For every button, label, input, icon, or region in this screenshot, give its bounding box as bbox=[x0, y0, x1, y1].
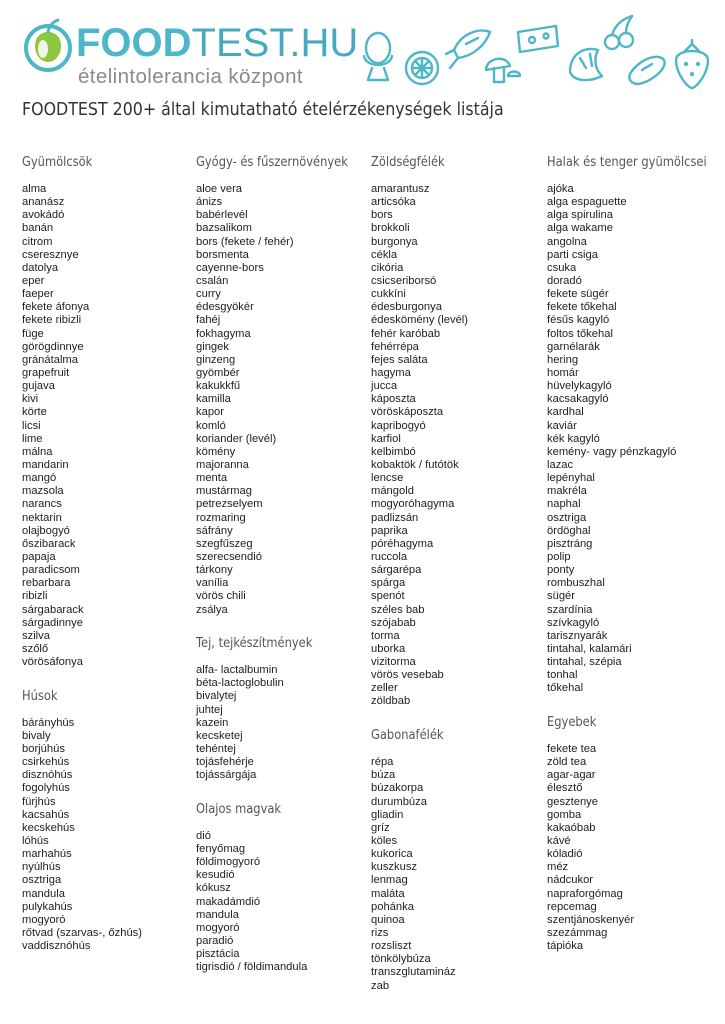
food-item: fehér karóbab bbox=[371, 327, 441, 340]
food-item: eper bbox=[22, 274, 45, 287]
food-item: mazsola bbox=[22, 485, 64, 498]
food-item: vöröskáposzta bbox=[371, 406, 444, 419]
food-item: pisztácia bbox=[196, 948, 240, 961]
food-item: garnélarák bbox=[547, 340, 600, 353]
category-title: Halak és tenger gyümölcsei bbox=[547, 154, 707, 170]
food-item: bors bbox=[371, 209, 393, 222]
food-item: édesburgonya bbox=[371, 301, 442, 314]
food-item: tönkölybúza bbox=[371, 953, 431, 966]
column bbox=[196, 153, 366, 974]
header bbox=[0, 0, 725, 95]
column bbox=[22, 153, 192, 953]
food-item: ördöghal bbox=[547, 524, 591, 537]
food-item: széles bab bbox=[371, 603, 425, 616]
food-item: tonhal bbox=[547, 669, 578, 682]
category-title: Tej, tejkészítmények bbox=[196, 635, 313, 652]
food-item: kesudió bbox=[196, 869, 235, 882]
food-item: durumbúza bbox=[371, 795, 427, 808]
food-item: szilva bbox=[22, 629, 50, 642]
food-item: ribizli bbox=[22, 590, 48, 603]
food-item: olajbogyó bbox=[22, 524, 70, 537]
food-item: szívkagyló bbox=[547, 616, 600, 629]
page-title: FOODTEST 200+ által kimutatható ételérzékenységek listája bbox=[22, 100, 504, 120]
food-item: paradió bbox=[196, 935, 234, 948]
food-item: füge bbox=[22, 327, 44, 340]
food-item: kókusz bbox=[196, 882, 231, 895]
food-item: bors (fekete / fehér) bbox=[196, 235, 294, 248]
food-item: zeller bbox=[371, 682, 398, 695]
food-list bbox=[196, 664, 366, 782]
food-item: kukorica bbox=[371, 848, 413, 861]
food-item: licsi bbox=[22, 419, 41, 432]
food-item: édesgyökér bbox=[196, 301, 254, 314]
food-item: tarisznyarák bbox=[547, 629, 608, 642]
cherries-icon bbox=[605, 16, 633, 49]
food-item: curry bbox=[196, 288, 221, 301]
category-title: Gyümölcsök bbox=[22, 154, 93, 170]
food-item: padlizsán bbox=[371, 511, 419, 524]
food-list bbox=[196, 830, 366, 975]
food-item: narancs bbox=[22, 498, 62, 511]
category-title: Húsok bbox=[22, 687, 58, 704]
food-item: vizitorma bbox=[371, 656, 416, 669]
food-item: spárga bbox=[371, 577, 406, 590]
food-item: majoranna bbox=[196, 458, 249, 471]
food-item: alga wakame bbox=[547, 222, 613, 235]
food-item: lóhús bbox=[22, 834, 49, 847]
food-list bbox=[547, 183, 717, 695]
food-item: cseresznye bbox=[22, 248, 79, 261]
food-item: zab bbox=[371, 979, 390, 992]
food-item: répa bbox=[371, 756, 394, 769]
food-item: hering bbox=[547, 353, 579, 366]
food-item: osztriga bbox=[22, 874, 62, 887]
food-item: lime bbox=[22, 432, 43, 445]
food-item: sárgarépa bbox=[371, 564, 422, 577]
food-item: mogyoró bbox=[22, 913, 66, 926]
orange-slice-icon bbox=[406, 52, 438, 84]
food-item: vaddisznóhús bbox=[22, 940, 91, 953]
food-item: gingek bbox=[196, 340, 229, 353]
food-item: cukkíni bbox=[371, 288, 406, 301]
mushroom-icon bbox=[486, 59, 520, 82]
food-item: sáfrány bbox=[196, 524, 233, 537]
food-item: kuszkusz bbox=[371, 861, 418, 874]
food-item: kaviár bbox=[547, 419, 577, 432]
food-item: makréla bbox=[547, 485, 587, 498]
food-item: görögdinnye bbox=[22, 340, 84, 353]
food-item: alfa- lactalbumin bbox=[196, 664, 278, 677]
food-item: dió bbox=[196, 829, 211, 842]
food-list bbox=[371, 183, 541, 709]
food-item: mangó bbox=[22, 472, 57, 485]
food-item: tigrisdió / földimandula bbox=[196, 961, 308, 974]
food-list bbox=[22, 717, 192, 954]
croissant-icon bbox=[570, 49, 602, 80]
food-item: bazsalikom bbox=[196, 222, 252, 235]
food-item: rozmaring bbox=[196, 511, 246, 524]
category-section bbox=[196, 800, 366, 975]
food-item: vanília bbox=[196, 577, 229, 590]
food-item: csirkehús bbox=[22, 756, 70, 769]
food-item: fekete tea bbox=[547, 742, 597, 755]
food-item: homár bbox=[547, 366, 579, 379]
food-list bbox=[547, 743, 717, 953]
food-item: articsóka bbox=[371, 196, 416, 209]
food-item: tintahal, szépia bbox=[547, 656, 622, 669]
category-section bbox=[22, 153, 192, 669]
food-illustrations bbox=[358, 10, 718, 92]
fish-icon bbox=[446, 31, 490, 68]
food-item: kék kagyló bbox=[547, 432, 600, 445]
food-item: uborka bbox=[371, 642, 406, 655]
strawberry-icon bbox=[676, 40, 708, 88]
food-item: szardínia bbox=[547, 603, 593, 616]
food-item: földimogyoró bbox=[196, 856, 261, 869]
food-item: gránátalma bbox=[22, 353, 78, 366]
food-item: koriander (levél) bbox=[196, 432, 277, 445]
food-item: spenót bbox=[371, 590, 405, 603]
food-item: zsálya bbox=[196, 603, 228, 616]
food-item: szentjánoskenyér bbox=[547, 913, 635, 926]
food-item: grapefruit bbox=[22, 366, 70, 379]
food-item: málna bbox=[22, 445, 53, 458]
food-item: lencse bbox=[371, 472, 404, 485]
food-list bbox=[22, 183, 192, 669]
food-item: borjúhús bbox=[22, 742, 65, 755]
food-item: gomba bbox=[547, 808, 582, 821]
food-item: fekete áfonya bbox=[22, 301, 90, 314]
food-item: papaja bbox=[22, 550, 56, 563]
food-item: kóladió bbox=[547, 848, 583, 861]
food-item: béta-lactoglobulin bbox=[196, 677, 284, 690]
food-item: köles bbox=[371, 834, 398, 847]
food-item: szegfűszeg bbox=[196, 537, 253, 550]
food-item: élesztő bbox=[547, 782, 583, 795]
food-item: csalán bbox=[196, 274, 229, 287]
food-item: szerecsendió bbox=[196, 550, 262, 563]
food-item: zöldbab bbox=[371, 695, 411, 708]
food-item: rozsliszt bbox=[371, 940, 412, 953]
food-item: zöld tea bbox=[547, 756, 587, 769]
food-item: tápióka bbox=[547, 940, 584, 953]
food-item: fahéj bbox=[196, 314, 221, 327]
food-list bbox=[371, 756, 541, 993]
food-item: gyömbér bbox=[196, 366, 240, 379]
cheese-icon bbox=[518, 26, 558, 52]
food-item: vörösáfonya bbox=[22, 656, 83, 669]
food-item: kömény bbox=[196, 445, 236, 458]
food-item: maláta bbox=[371, 887, 405, 900]
food-item: csuka bbox=[547, 261, 577, 274]
food-item: körte bbox=[22, 406, 47, 419]
food-item: menta bbox=[196, 472, 228, 485]
food-item: kardhal bbox=[547, 406, 584, 419]
food-item: babérlevél bbox=[196, 209, 248, 222]
food-item: fekete ribizli bbox=[22, 314, 82, 327]
food-item: sárgadinnye bbox=[22, 616, 83, 629]
food-item: petrezselyem bbox=[196, 498, 263, 511]
food-item: borsmenta bbox=[196, 248, 249, 261]
food-item: kávé bbox=[547, 834, 571, 847]
food-item: napraforgómag bbox=[547, 887, 623, 900]
food-item: ánizs bbox=[196, 196, 223, 209]
food-item: fogolyhús bbox=[22, 782, 70, 795]
food-item: tehéntej bbox=[196, 742, 236, 755]
food-item: sárgabarack bbox=[22, 603, 84, 616]
food-item: ajóka bbox=[547, 183, 574, 195]
brand-name-food: FOOD bbox=[76, 21, 192, 65]
food-item: fokhagyma bbox=[196, 327, 251, 340]
food-item: parti csiga bbox=[547, 248, 598, 261]
brand-subtitle: ételintolerancia központ bbox=[78, 65, 303, 88]
food-item: méz bbox=[547, 861, 569, 874]
food-item: pisztráng bbox=[547, 537, 593, 550]
food-item: kelbimbó bbox=[371, 445, 416, 458]
food-item: banán bbox=[22, 222, 54, 235]
food-item: kakukkfű bbox=[196, 380, 241, 393]
food-item: brokkoli bbox=[371, 222, 410, 235]
food-item: agar-agar bbox=[547, 769, 596, 782]
food-item: citrom bbox=[22, 235, 53, 248]
food-list bbox=[196, 183, 366, 617]
category-section bbox=[547, 153, 717, 695]
food-item: alma bbox=[22, 183, 47, 195]
food-item: ginzeng bbox=[196, 353, 236, 366]
food-item: búzakorpa bbox=[371, 782, 424, 795]
food-item: nektarin bbox=[22, 511, 62, 524]
food-item: hüvelykagyló bbox=[547, 380, 612, 393]
food-item: bárányhús bbox=[22, 716, 75, 729]
food-item: sügér bbox=[547, 590, 575, 603]
food-item: gliadin bbox=[371, 808, 404, 821]
food-item: kamilla bbox=[196, 393, 231, 406]
food-item: mángold bbox=[371, 485, 414, 498]
food-item: pohánka bbox=[371, 900, 414, 913]
food-item: cékla bbox=[371, 248, 398, 261]
food-item: kivi bbox=[22, 393, 39, 406]
food-item: mogyoróhagyma bbox=[371, 498, 455, 511]
food-item: ponty bbox=[547, 564, 575, 577]
food-item: póréhagyma bbox=[371, 537, 434, 550]
category-section bbox=[371, 153, 541, 709]
food-item: fésűs kagyló bbox=[547, 314, 610, 327]
food-item: lazac bbox=[547, 458, 574, 471]
food-item: osztriga bbox=[547, 511, 587, 524]
food-item: bivaly bbox=[22, 729, 51, 742]
category-title: Zöldségfélék bbox=[371, 154, 445, 170]
food-item: torma bbox=[371, 629, 400, 642]
food-item: komló bbox=[196, 419, 226, 432]
food-item: fekete sügér bbox=[547, 288, 609, 301]
food-item: ananász bbox=[22, 196, 65, 209]
food-item: rőtvad (szarvas-, őzhús) bbox=[22, 926, 142, 939]
food-item: mandarin bbox=[22, 458, 69, 471]
category-section bbox=[196, 634, 366, 782]
food-item: őszibarack bbox=[22, 537, 76, 550]
food-item: paprika bbox=[371, 524, 408, 537]
food-item: naphal bbox=[547, 498, 581, 511]
food-item: alga espaguette bbox=[547, 196, 627, 209]
egg-cup-icon bbox=[364, 33, 392, 80]
food-item: ruccola bbox=[371, 550, 408, 563]
food-item: datolya bbox=[22, 261, 59, 274]
category-section bbox=[196, 153, 366, 617]
food-item: aloe vera bbox=[196, 183, 243, 195]
food-item: fehérrépa bbox=[371, 340, 419, 353]
food-item: kacsahús bbox=[22, 808, 70, 821]
category-title: Egyebek bbox=[547, 713, 597, 730]
food-item: alga spirulina bbox=[547, 209, 613, 222]
column bbox=[547, 153, 717, 953]
food-item: mustármag bbox=[196, 485, 252, 498]
food-item: fekete tőkehal bbox=[547, 301, 617, 314]
food-item: fejes saláta bbox=[371, 353, 428, 366]
category-section bbox=[371, 726, 541, 993]
category-section bbox=[547, 713, 717, 953]
food-item: csicseriborsó bbox=[371, 274, 437, 287]
category-title: Gabonafélék bbox=[371, 727, 444, 744]
food-item: tojássárgája bbox=[196, 769, 257, 782]
category-title: Gyógy- és fűszernövények bbox=[196, 154, 348, 170]
food-item: rebarbara bbox=[22, 577, 71, 590]
food-item: gujava bbox=[22, 380, 55, 393]
food-item: mogyoró bbox=[196, 921, 240, 934]
food-item: nádcukor bbox=[547, 874, 594, 887]
food-item: cayenne-bors bbox=[196, 261, 264, 274]
food-item: avokádó bbox=[22, 209, 65, 222]
food-item: quinoa bbox=[371, 913, 405, 926]
food-item: jucca bbox=[371, 380, 398, 393]
column bbox=[371, 153, 541, 993]
food-item: káposzta bbox=[371, 393, 416, 406]
food-item: bivalytej bbox=[196, 690, 237, 703]
category-title: Olajos magvak bbox=[196, 800, 282, 817]
food-item: mandula bbox=[196, 908, 239, 921]
food-item: makadámdió bbox=[196, 895, 261, 908]
food-item: szezámmag bbox=[547, 926, 608, 939]
food-item: vörös vesebab bbox=[371, 669, 444, 682]
food-item: búza bbox=[371, 769, 396, 782]
category-section bbox=[22, 687, 192, 954]
food-item: kacsakagyló bbox=[547, 393, 609, 406]
food-item: disznóhús bbox=[22, 769, 73, 782]
food-item: hagyma bbox=[371, 366, 411, 379]
food-item: repcemag bbox=[547, 900, 597, 913]
food-item: szójabab bbox=[371, 616, 416, 629]
food-item: kapribogyó bbox=[371, 419, 426, 432]
food-item: vörös chili bbox=[196, 590, 246, 603]
brand-name-test: TEST.HU bbox=[191, 21, 359, 65]
food-item: kapor bbox=[196, 406, 224, 419]
food-item: nyúlhús bbox=[22, 861, 61, 874]
food-item: doradó bbox=[547, 274, 582, 287]
food-item: gríz bbox=[371, 821, 390, 834]
food-item: marhahús bbox=[22, 848, 72, 861]
food-item: kobaktök / futótök bbox=[371, 458, 459, 471]
food-item: kakaóbab bbox=[547, 821, 596, 834]
food-item: fürjhús bbox=[22, 795, 56, 808]
sausage-icon bbox=[629, 57, 664, 84]
food-item: burgonya bbox=[371, 235, 418, 248]
food-item: tárkony bbox=[196, 564, 233, 577]
food-item: kecskehús bbox=[22, 821, 75, 834]
food-item: foltos tőkehal bbox=[547, 327, 613, 340]
food-item: tőkehal bbox=[547, 682, 584, 695]
food-item: édeskömény (levél) bbox=[371, 314, 469, 327]
food-item: fenyőmag bbox=[196, 843, 246, 856]
apple-logo-icon bbox=[22, 16, 78, 72]
food-item: lenmag bbox=[371, 874, 408, 887]
food-item: kazein bbox=[196, 716, 229, 729]
food-item: polip bbox=[547, 550, 571, 563]
food-item: cikória bbox=[371, 261, 404, 274]
brand-name bbox=[76, 23, 358, 63]
food-item: kemény- vagy pénzkagyló bbox=[547, 445, 677, 458]
food-item: faeper bbox=[22, 288, 54, 301]
food-item: transzglutamináz bbox=[371, 966, 456, 979]
food-item: pulykahús bbox=[22, 900, 73, 913]
food-item: karfiol bbox=[371, 432, 401, 445]
food-item: paradicsom bbox=[22, 564, 80, 577]
food-item: amarantusz bbox=[371, 183, 430, 195]
food-item: lepényhal bbox=[547, 472, 595, 485]
food-item: tintahal, kalamári bbox=[547, 642, 632, 655]
food-item: tojásfehérje bbox=[196, 756, 254, 769]
food-item: szőlő bbox=[22, 642, 49, 655]
food-item: juhtej bbox=[196, 703, 223, 716]
food-item: gesztenye bbox=[547, 795, 598, 808]
food-item: kecsketej bbox=[196, 729, 243, 742]
food-item: rombuszhal bbox=[547, 577, 605, 590]
food-item: angolna bbox=[547, 235, 587, 248]
food-item: rizs bbox=[371, 926, 389, 939]
food-item: mandula bbox=[22, 887, 65, 900]
